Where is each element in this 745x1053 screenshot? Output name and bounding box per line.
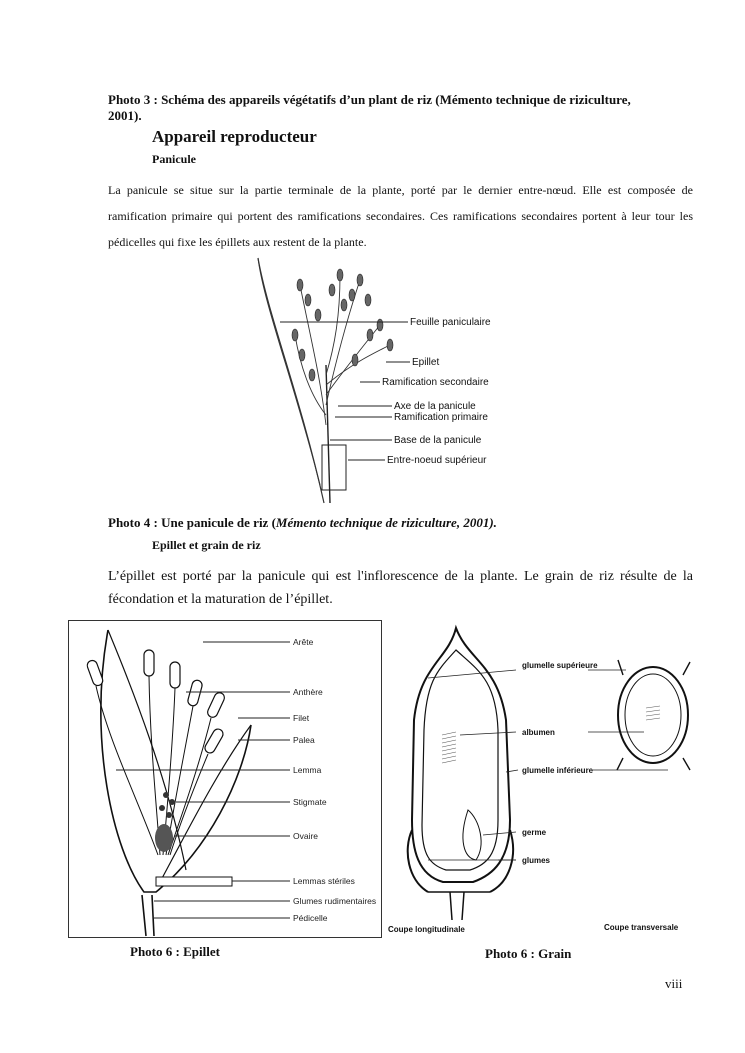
spikelet-label-pedicelle: Pédicelle xyxy=(293,913,328,923)
photo3-caption: Photo 3 : Schéma des appareils végétatifs d’un plant de riz (Mémento technique de riziculture, 2001). xyxy=(108,92,631,123)
panicle-label-axe: Axe de la panicule xyxy=(394,401,476,412)
panicle-figure xyxy=(240,255,510,505)
spikelet-label-glumes-rudimentaires: Glumes rudimentaires xyxy=(293,896,377,906)
panicule-heading: Panicule xyxy=(152,152,196,166)
photo4-caption-italic: Mémento technique de riziculture, 2001). xyxy=(275,515,497,530)
spikelet-label-anthere: Anthère xyxy=(293,687,323,697)
panicle-label-ramification-secondaire: Ramification secondaire xyxy=(382,377,489,388)
panicle-label-ramification-primaire: Ramification primaire xyxy=(394,412,488,423)
spikelet-label-palea: Palea xyxy=(293,735,315,745)
grain-label-albumen: albumen xyxy=(522,728,555,737)
photo6-epillet-caption: Photo 6 : Epillet xyxy=(130,944,220,959)
panicle-label-feuille: Feuille paniculaire xyxy=(410,317,491,328)
spikelet-label-lemma: Lemma xyxy=(293,765,322,775)
spikelet-figure xyxy=(68,620,382,938)
panicle-label-epillet: Epillet xyxy=(412,357,440,368)
panicule-paragraph: La panicule se situe sur la partie terminale de la plante, porté par le dernier entre-nœud. Elle est composée de ramification primaire qui portent des ramifications secondaires. Ces ramifications secondaires portent à leur tour les pédicelles qui fixe les épillets aux restent de la plante. xyxy=(108,183,693,249)
spikelet-label-ovaire: Ovaire xyxy=(293,831,319,841)
panicle-label-entre-noeud: Entre-noeud supérieur xyxy=(387,455,487,466)
photo4-caption xyxy=(108,515,497,531)
grain-coupe-longitudinale: Coupe longitudinale xyxy=(388,925,465,934)
grain-label-germe: germe xyxy=(522,828,547,837)
epillet-heading: Epillet et grain de riz xyxy=(152,538,261,552)
spikelet-label-arete: Arête xyxy=(293,637,314,647)
spikelet-label-stigmate: Stigmate xyxy=(293,797,327,807)
photo4-caption-prefix: Photo 4 : Une panicule de riz ( xyxy=(108,515,276,530)
grain-label-glumelle-inferieure: glumelle inférieure xyxy=(522,766,594,775)
grain-label-glumes: glumes xyxy=(522,856,551,865)
panicle-label-base: Base de la panicule xyxy=(394,435,482,446)
grain-figure xyxy=(388,620,703,938)
epillet-paragraph: L’épillet est porté par la panicule qui est l'inflorescence de la plante. Le grain de riz résulte de la fécondation et la maturation de l’épillet. xyxy=(108,569,693,607)
spikelet-label-filet: Filet xyxy=(293,713,310,723)
photo6-grain-caption: Photo 6 : Grain xyxy=(485,946,572,961)
grain-label-glumelle-superieure: glumelle supérieure xyxy=(522,661,598,670)
spikelet-label-lemmas-steriles: Lemmas stériles xyxy=(293,876,355,886)
grain-coupe-transversale: Coupe transversale xyxy=(604,923,679,932)
section-title: Appareil reproducteur xyxy=(152,127,317,146)
page-number: viii xyxy=(665,976,683,991)
